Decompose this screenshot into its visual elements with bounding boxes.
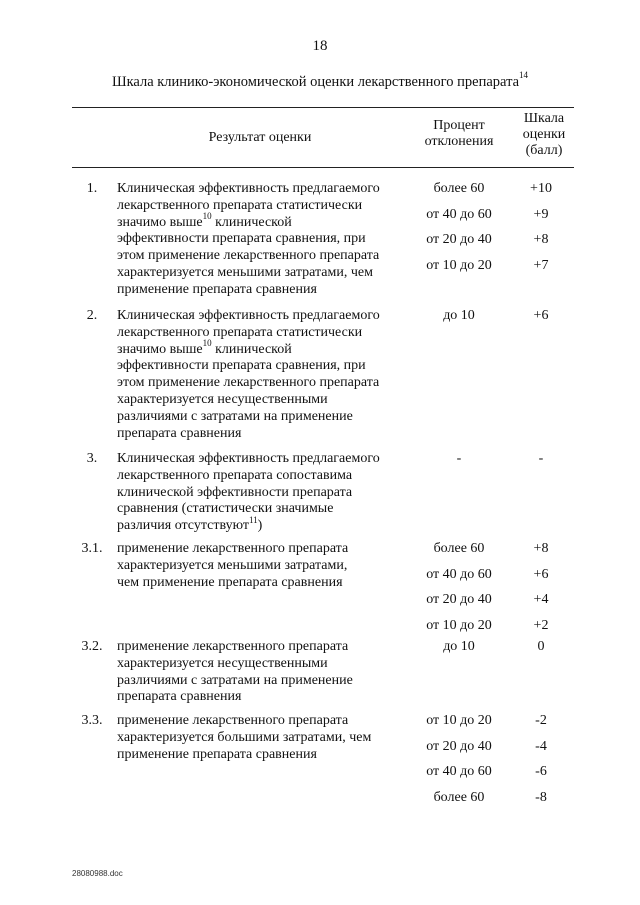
row-number: 3. — [86, 451, 98, 466]
percent-deviation-cell: более 60 — [433, 789, 485, 805]
percent-deviation-cell: более 60 — [433, 181, 485, 196]
row-number: 3.2. — [81, 639, 103, 654]
document-title — [0, 72, 640, 91]
description-text: различиями с затратами на применение — [117, 408, 353, 424]
row-description-line — [117, 265, 407, 282]
score-cell: +6 — [533, 308, 549, 323]
score-cell: 0 — [537, 639, 545, 654]
row-description-line — [117, 575, 407, 592]
row-number: 2. — [86, 308, 98, 323]
description-text: ) — [257, 518, 263, 534]
title-text: Шкала клинико-экономической оценки лекарственного препарата — [111, 73, 520, 90]
row-description-line — [117, 325, 407, 342]
percent-deviation-cell: от 40 до 60 — [426, 206, 492, 222]
percent-deviation-cell: более 60 — [433, 541, 485, 556]
percent-deviation-cell: от 40 до 60 — [426, 566, 492, 582]
description-text: значимо выше — [117, 214, 203, 230]
description-text: лекарственного препарата сопоставима — [117, 467, 353, 483]
description-text: применение препарата сравнения — [117, 746, 317, 762]
row-description-line — [117, 231, 407, 248]
header-percent-line2: отклонения — [424, 134, 494, 149]
header-result: Результат оценки — [208, 130, 312, 145]
percent-deviation-cell: от 40 до 60 — [426, 764, 492, 779]
description-text: различия отсутствуют — [117, 518, 249, 534]
description-text: Клиническая эффективность предлагаемого — [117, 181, 380, 196]
description-text: характеризуется меньшими затратами, — [117, 557, 348, 573]
row-description-line — [117, 689, 407, 706]
description-text: эффективности препарата сравнения, при — [117, 231, 366, 247]
row-description-line — [117, 181, 407, 198]
description-text: значимо выше — [117, 341, 203, 357]
page-number: 18 — [312, 38, 328, 54]
row-number: 3.1. — [81, 541, 103, 556]
score-cell: +8 — [533, 541, 549, 556]
row-description-line — [117, 451, 407, 468]
header-score — [513, 111, 575, 159]
table-header-bottom-rule — [72, 167, 574, 168]
header-percent — [407, 118, 511, 150]
description-text: клинической эффективности препарата — [117, 484, 353, 500]
score-cell: +9 — [533, 206, 549, 222]
row-description-line — [117, 198, 407, 215]
percent-deviation-cell: от 10 до 20 — [426, 257, 492, 273]
description-text: характеризуется большими затратами, чем — [117, 729, 372, 745]
row-description-line — [117, 713, 407, 730]
row-number: 3.3. — [81, 713, 103, 728]
description-text: эффективности препарата сравнения, при — [117, 358, 366, 374]
description-text: применение лекарственного препарата — [117, 541, 349, 556]
description-text: этом применение лекарственного препарата — [117, 375, 380, 391]
row-description-line — [117, 337, 407, 359]
description-text: препарата сравнения — [117, 425, 242, 441]
score-cell: -2 — [535, 713, 547, 728]
score-cell: -6 — [535, 764, 547, 779]
row-description-line — [117, 392, 407, 409]
header-score-line1: Шкала — [523, 111, 565, 126]
row-description-line — [117, 210, 407, 232]
table-header-top-rule — [72, 107, 574, 108]
percent-deviation-cell: от 20 до 40 — [426, 232, 492, 247]
row-description-line — [117, 358, 407, 375]
row-description-line — [117, 485, 407, 502]
row-description-line — [117, 747, 407, 764]
row-description-line — [117, 248, 407, 265]
description-text: различиями с затратами на применение — [117, 672, 353, 688]
row-description-line — [117, 426, 407, 443]
score-cell: +10 — [530, 181, 552, 196]
footnote-ref: 10 — [202, 210, 212, 221]
header-score-line2: оценки — [522, 127, 566, 142]
row-description-line — [117, 541, 407, 558]
score-cell: -8 — [535, 789, 547, 805]
score-cell: +7 — [533, 257, 549, 273]
percent-deviation-cell: от 20 до 40 — [426, 592, 492, 607]
description-text: клинической — [211, 214, 292, 230]
title-footnote-ref: 14 — [519, 70, 529, 80]
description-text: чем применение препарата сравнения — [117, 574, 343, 590]
row-description-line — [117, 468, 407, 485]
row-description-line — [117, 730, 407, 747]
row-number: 1. — [86, 181, 98, 196]
footnote-ref: 10 — [202, 337, 212, 348]
score-cell: +2 — [533, 617, 549, 633]
description-text: характеризуется меньшими затратами, чем — [117, 265, 373, 280]
footnote-ref: 11 — [248, 514, 258, 525]
document-footer: 28080988.doc — [72, 869, 123, 878]
percent-deviation-cell: до 10 — [443, 308, 475, 323]
row-description-line — [117, 409, 407, 426]
description-text: Клиническая эффективность предлагаемого — [117, 308, 380, 323]
description-text: сравнения (статистически значимые — [117, 501, 334, 517]
row-description-line — [117, 375, 407, 392]
row-description-line — [117, 308, 407, 325]
row-description-line — [117, 673, 407, 690]
score-cell: +4 — [533, 592, 549, 607]
description-text: лекарственного препарата статистически — [117, 197, 363, 213]
row-description-line — [117, 282, 407, 299]
description-text: применение лекарственного препарата — [117, 639, 349, 654]
row-description-line — [117, 514, 407, 535]
description-text: применение лекарственного препарата — [117, 713, 349, 728]
percent-deviation-cell: от 10 до 20 — [426, 617, 492, 633]
description-text: характеризуется несущественными — [117, 655, 328, 671]
description-text: клинической — [211, 341, 292, 357]
description-text: препарата сравнения — [117, 689, 242, 705]
score-cell: +6 — [533, 566, 549, 582]
percent-deviation-cell: от 10 до 20 — [426, 713, 492, 728]
row-description-line — [117, 558, 407, 575]
score-cell: - — [538, 451, 544, 466]
description-text: этом применение лекарственного препарата — [117, 248, 380, 264]
description-text: лекарственного препарата статистически — [117, 324, 363, 340]
description-text: применение препарата сравнения — [117, 281, 317, 297]
description-text: характеризуется несущественными — [117, 392, 328, 407]
percent-deviation-cell: от 20 до 40 — [426, 738, 492, 754]
description-text: Клиническая эффективность предлагаемого — [117, 451, 380, 466]
score-cell: +8 — [533, 232, 549, 247]
header-percent-line1: Процент — [433, 118, 485, 133]
header-score-line3: (балл) — [525, 143, 563, 158]
percent-deviation-cell: - — [456, 451, 462, 466]
score-cell: -4 — [535, 738, 547, 754]
row-description-line — [117, 639, 407, 656]
row-description-line — [117, 656, 407, 673]
percent-deviation-cell: до 10 — [443, 639, 475, 654]
row-description-line — [117, 501, 407, 518]
